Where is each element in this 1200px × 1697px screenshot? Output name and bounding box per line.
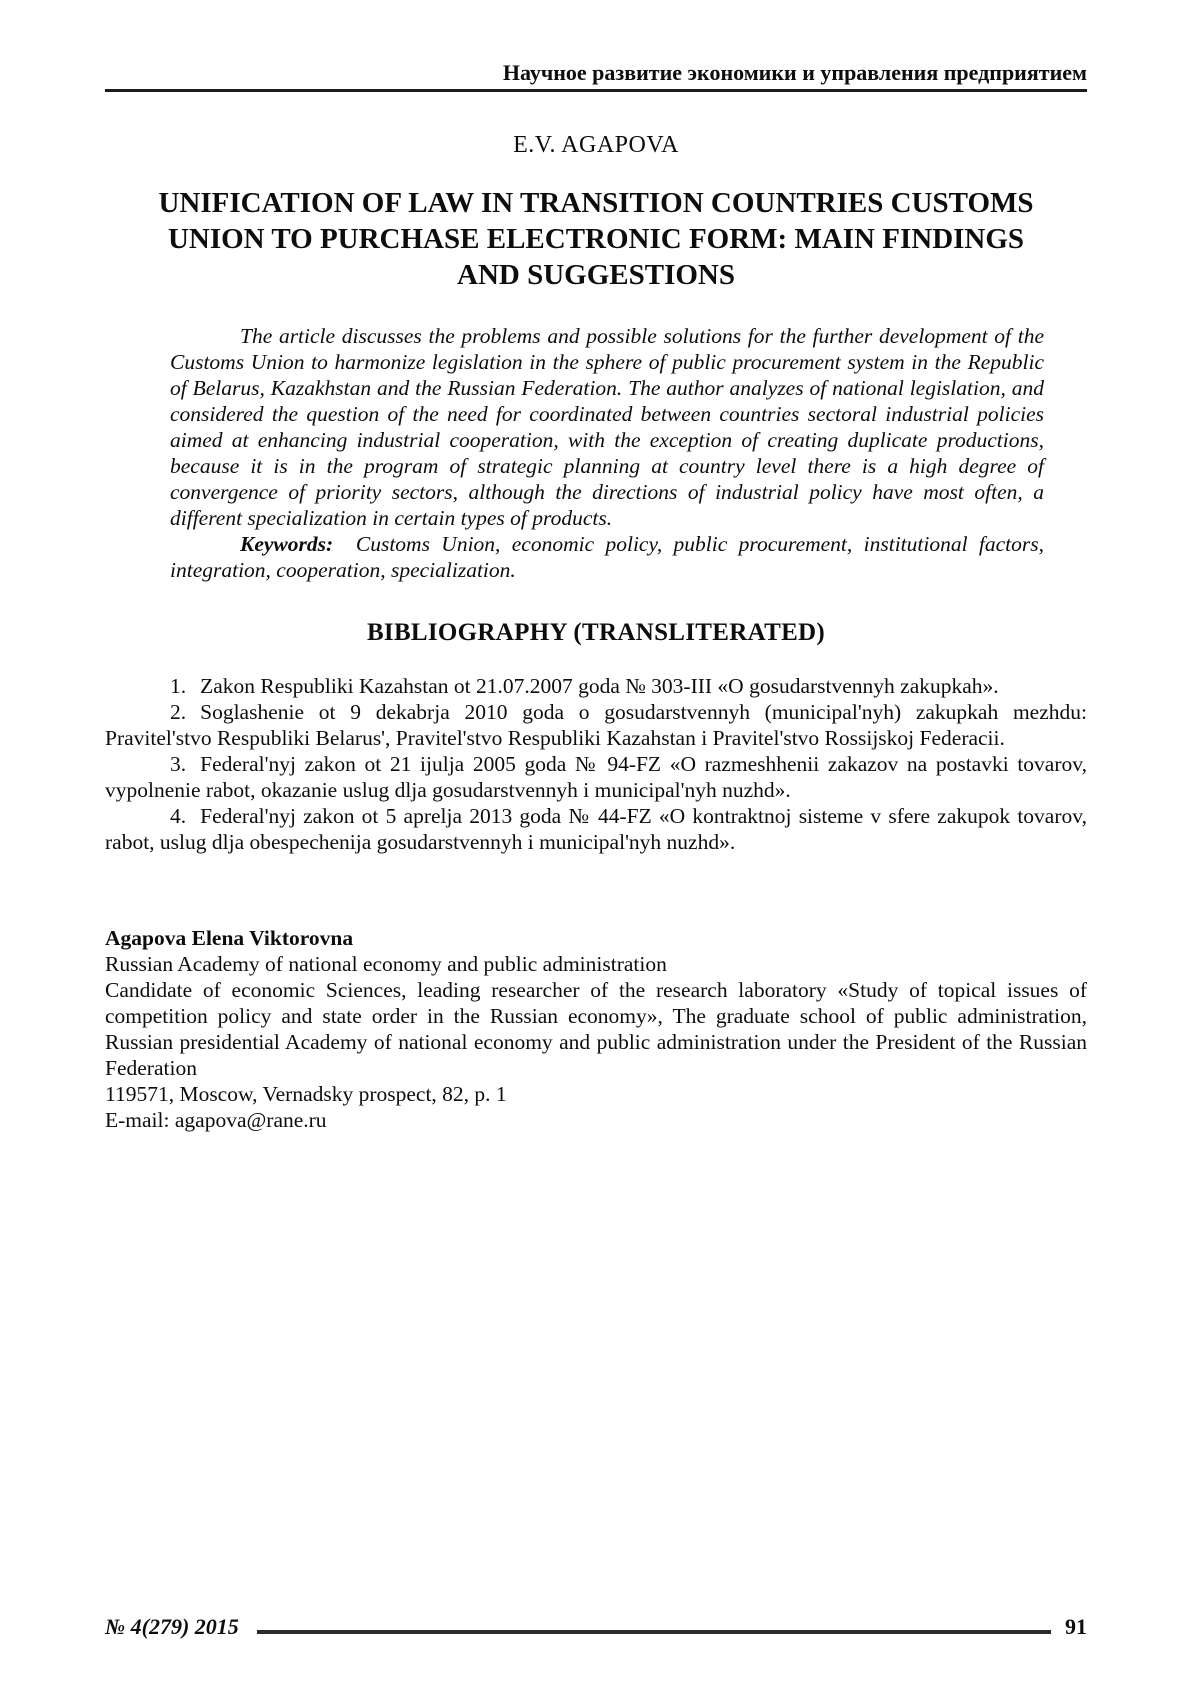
item-number: 1. [170,674,187,698]
item-text: Soglashenie ot 9 dekabrja 2010 goda o gosudarstvennyh (municipal'nyh) zakupkah mezhdu: Pravitel'stvo Respubliki Belarus', Pravitel'stvo Respubliki Kazahstan i Pravitel'stvo Rossijskoj Federacii. [105,700,1087,750]
footer-rule [257,1630,1051,1634]
item-number: 4. [170,804,187,828]
bibliography-item [105,803,1087,855]
bibliography-heading: BIBLIOGRAPHY (TRANSLITERATED) [366,619,826,646]
author-email: E-mail: agapova@rane.ru [105,1108,327,1132]
item-text: Zakon Respubliki Kazahstan ot 21.07.2007 goda № 303-III «O gosudarstvennyh zakupkah». [200,674,999,698]
article-title: UNIFICATION OF LAW IN TRANSITION COUNTRIES CUSTOMS UNION TO PURCHASE ELECTRONIC FORM: MAIN FINDINGS AND SUGGESTIONS [158,187,1034,291]
page-number: 91 [1065,1614,1087,1639]
journal-issue: № 4(279) 2015 [105,1614,239,1639]
item-text: Federal'nyj zakon ot 21 ijulja 2005 goda № 94-FZ «O razmeshhenii zakazov na postavki tovarov, vypolnenie rabot, okazanie uslug dlja gosudarstvennyh i municipal'nyh nuzhd». [105,752,1087,802]
abstract-text: The article discusses the problems and possible solutions for the further development of the Customs Union to harmonize legislation in the sphere of public procurement system in the Republic of Belarus, Kazakhstan and the Russian Federation. The author analyzes of national legislation, and considered the question of the need for coordinated between countries sectoral industrial policies aimed at enhancing industrial cooperation, with the exception of creating duplicate productions, because it is in the program of strategic planning at country level there is a high degree of convergence of priority sectors, although the directions of industrial policy have most often, a different specialization in certain types of products. [170,324,1044,530]
keywords-label: Keywords: [240,532,334,556]
author-info-block [105,925,1087,1133]
bibliography-list [105,673,1087,855]
author-bio: Candidate of economic Sciences, leading researcher of the research laboratory «Study of topical issues of competition policy and state order in the Russian economy», The graduate school of public administration, Russian presidential Academy of national economy and public administration under the President of the Russian Federation [105,978,1087,1080]
text-column [105,0,1087,1133]
author-affiliation: Russian Academy of national economy and public administration [105,952,667,976]
bibliography-item [105,751,1087,803]
item-number: 3. [170,752,187,776]
item-number: 2. [170,700,187,724]
page-footer [105,1615,1087,1639]
item-text: Federal'nyj zakon ot 5 aprelja 2013 goda № 44-FZ «O kontraktnoj sisteme v sfere zakupok tovarov, rabot, uslug dlja obespechenija gosudarstvennyh i municipal'nyh nuzhd». [105,804,1087,854]
abstract-block [170,323,1044,583]
author-byline: E.V. AGAPOVA [513,132,679,158]
running-header: Научное развитие экономики и управления предприятием [105,60,1087,92]
bibliography-item [105,673,1087,699]
author-address: 119571, Moscow, Vernadsky prospect, 82, p. 1 [105,1082,507,1106]
keywords-text: Customs Union, economic policy, public procurement, institutional factors, integration, cooperation, specialization. [170,532,1045,582]
bibliography-item [105,699,1087,751]
author-name: Agapova Elena Viktorovna [105,926,354,950]
keywords-line [170,531,1044,583]
